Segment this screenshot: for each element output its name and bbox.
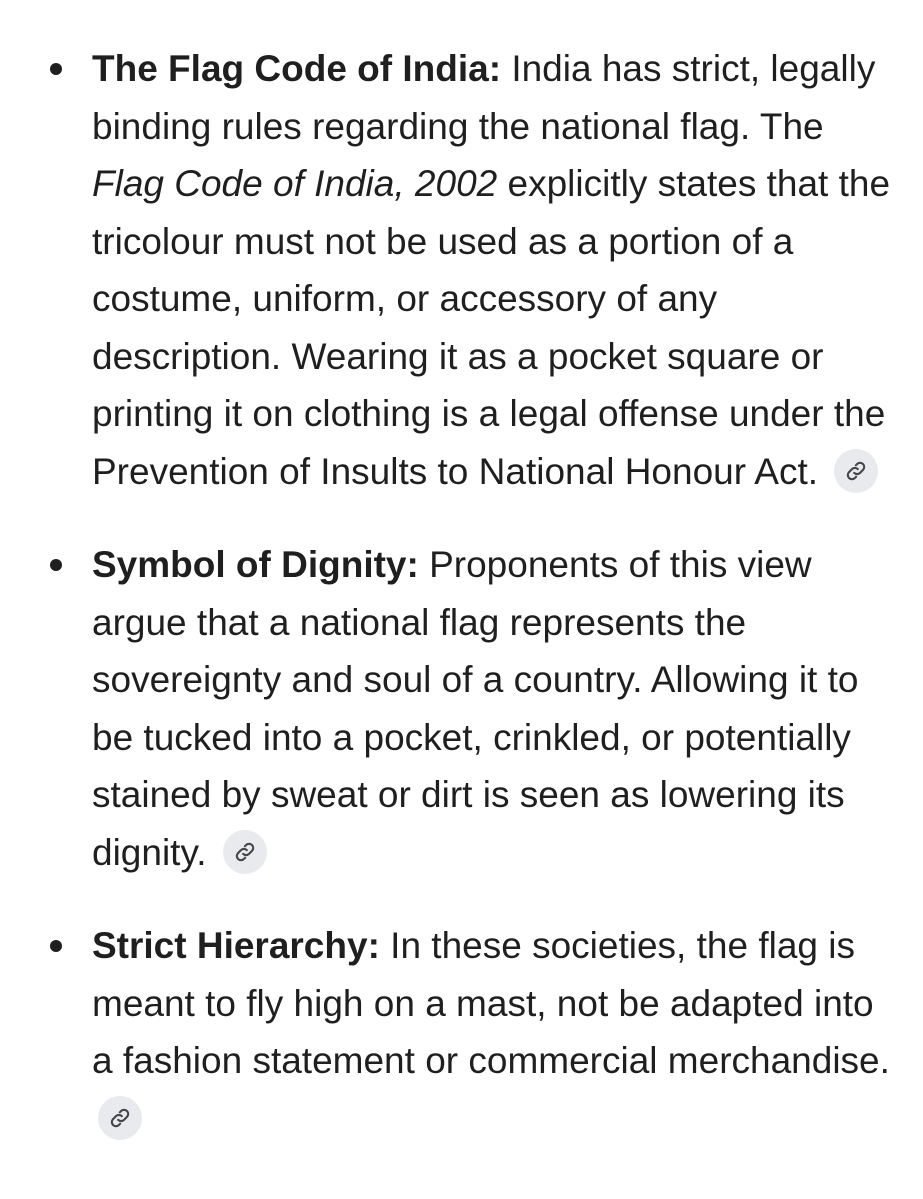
item-text: In these societies, the flag is meant to fly high on a mast, not be adapted into a fashion statement or commercial merchandise. (92, 925, 890, 1081)
bullet-dot (50, 940, 62, 952)
bullet-dot (50, 559, 62, 571)
item-text: Proponents of this view argue that a national flag represents the sovereignty and soul of a country. Allowing it to be tucked into a pocket, crinkled, or potentially stained by sweat or dirt is seen as lowering its dignity. (92, 544, 859, 873)
link-icon (234, 841, 256, 863)
link-icon (109, 1107, 131, 1129)
list-item (0, 536, 923, 881)
list-item (0, 40, 923, 500)
link-icon (845, 460, 867, 482)
bullet-dot (50, 63, 62, 75)
response-bullet-list (0, 40, 923, 1183)
item-term: Strict Hierarchy: (92, 925, 380, 966)
source-link-button[interactable] (98, 1096, 142, 1140)
item-term: The Flag Code of India: (92, 48, 502, 89)
item-term: Symbol of Dignity: (92, 544, 419, 585)
item-text: India has strict, legally binding rules regarding the national flag. The (92, 48, 876, 147)
list-item (0, 917, 923, 1147)
source-link-button[interactable] (834, 449, 878, 493)
item-italic-text: Flag Code of India, 2002 (92, 163, 498, 204)
item-text: explicitly states that the tricolour must not be used as a portion of a costume, uniform, or accessory of any description. Wearing it as a pocket square or printing it on clothing is a legal offense under the Prevention of Insults to National Honour Act. (92, 163, 891, 492)
source-link-button[interactable] (223, 830, 267, 874)
